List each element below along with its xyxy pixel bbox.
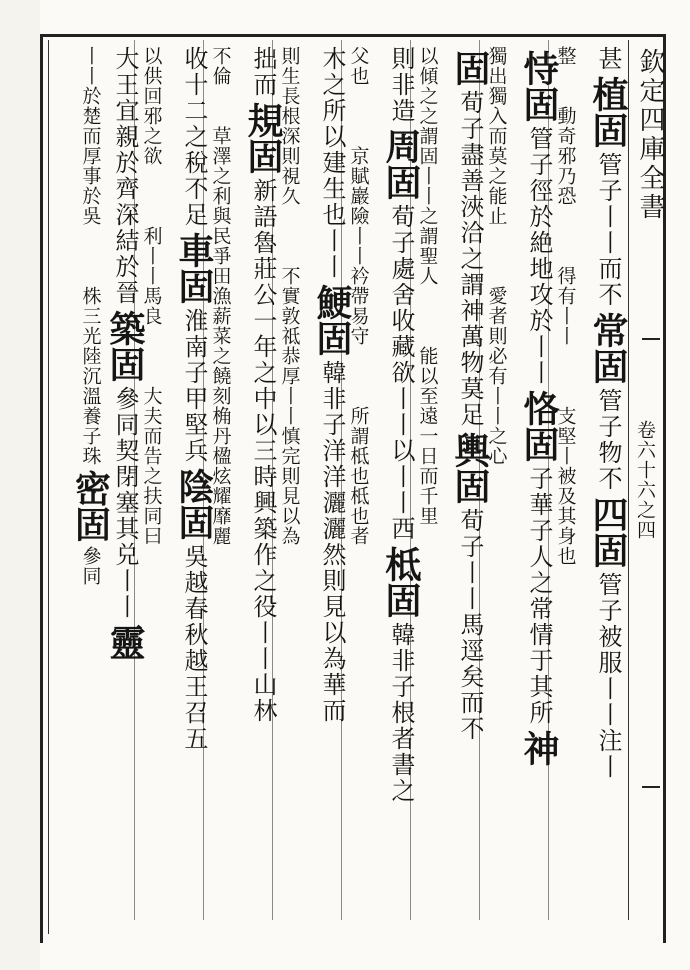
entry-headword: 常固	[587, 312, 629, 384]
column-text: 支堅丨被及其身也	[554, 346, 577, 566]
entry-headword: 陰固	[173, 468, 215, 540]
column-text: 韓非子洋洋灑灑然則見以為華而	[318, 360, 346, 724]
column-text: 參同契閉塞其兑丨丨	[111, 386, 139, 620]
gutter-strip	[0, 0, 40, 970]
entry-headword: 築固	[104, 310, 146, 382]
entry-headword: 植固	[587, 76, 629, 148]
column-text: 管子物不	[594, 388, 622, 492]
column-text: 整	[554, 46, 577, 66]
column-text: 所謂柢也柢也者	[347, 346, 370, 546]
text-column	[380, 46, 422, 804]
entry-headword: 鯁固	[311, 284, 353, 356]
text-column	[242, 46, 284, 724]
column-text: 京賦巖險丨丨衿帶易守	[347, 86, 370, 346]
column-text: 能以至遠一日而千里	[416, 286, 439, 526]
text-column	[487, 46, 506, 466]
column-text: 不實敦祗恭厚丨丨慎完則見以為	[278, 206, 301, 546]
column-text: 子華子人之常情于其所	[525, 466, 553, 726]
column-text: 則生長根深則視久	[278, 46, 301, 206]
column-text: 株三光陸沉溫養子珠	[79, 226, 102, 466]
margin-tick	[642, 338, 660, 340]
column-text: 收十二之稅不足	[180, 46, 208, 228]
entry-headword: 密固	[69, 470, 112, 542]
column-text: 丨丨於楚而厚事於吳	[79, 46, 102, 226]
column-text: 不倫	[209, 46, 232, 86]
column-text: 荀子盡善浹洽之謂神萬物莫足	[456, 90, 484, 428]
text-column	[311, 46, 353, 724]
column-text: 大王宜親於齊深結於晉	[111, 46, 139, 306]
text-column	[142, 46, 161, 546]
entry-headword: 固	[449, 50, 491, 86]
column-text: 木之所以建生也丨丨	[318, 46, 346, 280]
entry-headword: 神	[518, 730, 560, 766]
entry-headword: 四固	[587, 496, 629, 568]
text-column	[104, 46, 146, 664]
column-text: 愛者則必有丨丨之心	[485, 226, 508, 466]
column-text: 獨出獨入而莫之能止	[485, 46, 508, 226]
entry-headword: 恃固	[518, 50, 560, 122]
entry-headword: 靈	[104, 624, 146, 660]
entry-headword: 規固	[242, 102, 284, 174]
text-column	[556, 46, 575, 566]
text-column	[173, 46, 215, 752]
text-column	[69, 46, 112, 586]
column-text: 利丨丨馬良	[140, 166, 163, 326]
column-text: 韓非子根者書之	[387, 622, 415, 804]
margin-rule	[628, 40, 629, 920]
column-text: 新語魯莊公一年之中以三時興築作之役丨丨山林	[249, 178, 277, 724]
entry-headword: 周固	[380, 128, 422, 200]
entry-headword: 輿固	[449, 432, 491, 504]
header-title: 欽定四庫全書	[635, 48, 665, 222]
column-text: 草澤之利與民爭田漁薪菜之饒刻桷丹楹炫耀靡麗	[209, 86, 232, 546]
column-text: 大夫而告之扶同曰	[140, 326, 163, 546]
column-text: 淮南子甲堅兵	[180, 308, 208, 464]
column-text: 吳越春秋越王召五	[180, 544, 208, 752]
entry-headword: 恪固	[518, 390, 560, 462]
text-column	[518, 46, 560, 770]
column-text: 甚	[594, 46, 622, 72]
column-text: 管子徑於絶地攻於丨丨	[525, 126, 553, 386]
text-column	[449, 46, 491, 742]
column-text: 荀子處舍收藏欲丨丨以丨丨西	[387, 204, 415, 542]
text-column	[418, 46, 437, 526]
text-column	[587, 46, 629, 780]
column-text: 以傾之之謂固丨丨之謂聖人	[416, 46, 439, 286]
entry-headword: 車固	[173, 232, 215, 304]
column-text: 得有丨丨	[554, 206, 577, 346]
column-text: 管子被服丨丨注丨	[594, 572, 622, 780]
margin-tick	[642, 786, 660, 788]
entry-headword: 柢固	[380, 546, 422, 618]
column-text: 荀子丨丨馬逕矣而不	[456, 508, 484, 742]
column-text: 管子丨丨而不	[594, 152, 622, 308]
column-text: 參同	[79, 546, 102, 586]
volume-label: 卷六十六之四	[634, 420, 656, 540]
column-text: 以供回邪之欲	[140, 46, 163, 166]
left-border-line	[48, 40, 49, 934]
column-text: 父也	[347, 46, 370, 86]
column-text: 則非造	[387, 46, 415, 124]
column-text: 拙而	[249, 46, 277, 98]
column-text: 動奇邪乃恐	[554, 66, 577, 206]
